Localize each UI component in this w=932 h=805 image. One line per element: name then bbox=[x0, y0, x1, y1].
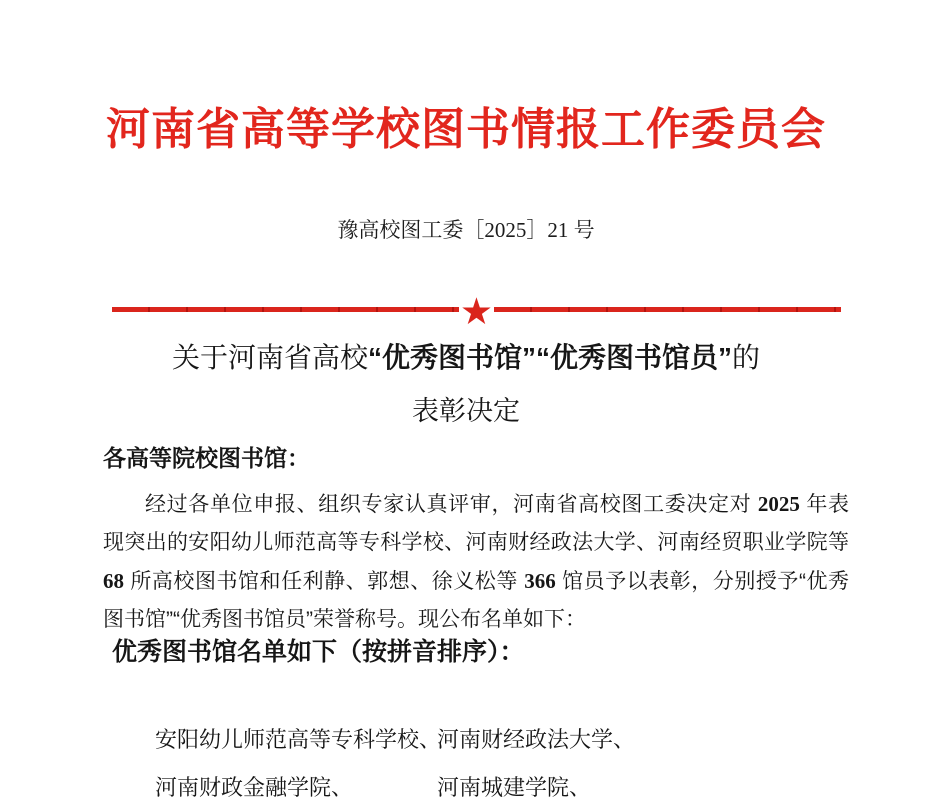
list-item: 河南财经政法大学、 bbox=[437, 727, 636, 752]
list-item: 河南城建学院、 bbox=[437, 775, 592, 800]
star-icon: ★ bbox=[459, 290, 494, 332]
doc-title-prefix: 关于河南省高校 bbox=[171, 342, 368, 373]
red-divider bbox=[112, 290, 841, 332]
paragraph-text: 所高校图书馆和任利静、郭想、徐义松等 bbox=[124, 570, 525, 593]
year-number: 2025 bbox=[757, 492, 800, 516]
doc-title-suffix: 的 bbox=[732, 342, 761, 373]
doc-title-line1 bbox=[0, 340, 932, 376]
library-count-number: 68 bbox=[103, 569, 124, 593]
salutation: 各高等院校图书馆： bbox=[103, 445, 310, 471]
library-list bbox=[155, 716, 805, 805]
paragraph-text: 经过各单位申报、组织专家认真评审，河南省高校图工委决定对 bbox=[145, 493, 758, 516]
list-item: 安阳幼儿师范高等专科学校、 bbox=[155, 727, 442, 752]
section-heading: 优秀图书馆名单如下（按拼音排序）： bbox=[112, 638, 525, 666]
paragraph-text: 馆员予以表彰，分别授予“优秀图书馆”“优秀图书馆员”荣誉称号。现公布名单如下： bbox=[103, 570, 850, 631]
divider-line-right bbox=[494, 307, 841, 312]
doc-title-line2: 表彰决定 bbox=[412, 396, 520, 426]
paragraph-text: 年表现突出的安阳幼儿师范高等专科学校、河南财经政法大学、河南经贸职业学院等 bbox=[103, 493, 849, 554]
doc-title-quoted1: “优秀图书馆” bbox=[367, 342, 536, 373]
librarian-count-number: 366 bbox=[524, 569, 556, 593]
doc-number: 豫高校图工委［2025］21 号 bbox=[337, 218, 595, 242]
divider-line-left bbox=[112, 307, 459, 312]
org-title: 河南省高等学校图书情报工作委员会 bbox=[106, 105, 826, 154]
list-item: 河南财政金融学院、 bbox=[155, 775, 354, 800]
doc-title-quoted2: “优秀图书馆员” bbox=[536, 342, 733, 373]
body-paragraph bbox=[103, 485, 849, 639]
